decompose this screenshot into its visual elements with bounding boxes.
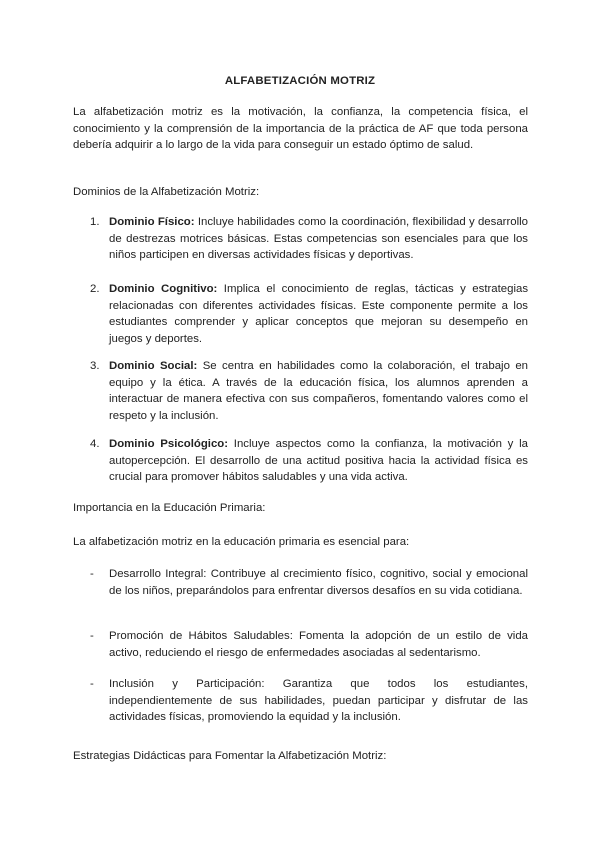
list-item-label: Dominio Cognitivo:	[109, 283, 218, 295]
intro-paragraph: La alfabetización motriz es la motivación, la confianza, la competencia física, el conocimiento y la comprensión de la importancia de la práctica de AF que toda persona debería adquirir a lo largo de la vida para conseguir un estado óptimo de salud.	[73, 106, 528, 151]
bullet-text: Inclusión y Participación: Garantiza que todos los estudiantes, independientemente de sus habilidades, puedan participar y disfrutar de las actividades físicas, promoviendo la equidad y la inclusión.	[109, 678, 528, 723]
list-item-label: Dominio Social:	[109, 360, 198, 372]
bullet-dash: -	[90, 630, 94, 642]
list-item-text: Implica el conocimiento de reglas, tácticas y estrategias relacionadas con diferentes actividades físicas. Este componente permite a los estudiantes comprender y aplicar conceptos que mejoran su desempeño en juegos y deportes.	[109, 283, 529, 345]
list-item-label: Dominio Físico:	[109, 216, 195, 228]
list-number: 1.	[90, 216, 100, 228]
bullet-text: Desarrollo Integral: Contribuye al crecimiento físico, cognitivo, social y emocional de los niños, preparándolos para enfrentar diversos desafíos en su vida cotidiana.	[109, 568, 528, 597]
section-heading-estrategias: Estrategias Didácticas para Fomentar la Alfabetización Motriz:	[73, 750, 387, 762]
list-item-dominio-psicologico	[90, 436, 528, 486]
list-number: 2.	[90, 283, 100, 295]
document-title: ALFABETIZACIÓN MOTRIZ	[224, 75, 376, 87]
bullet-dash: -	[90, 678, 94, 690]
list-item-dominio-social	[90, 358, 528, 424]
list-item-dominio-cognitivo	[90, 281, 528, 347]
list-number: 3.	[90, 360, 100, 372]
bullet-item-desarrollo-integral	[90, 566, 528, 599]
bullet-dash: -	[90, 568, 94, 580]
list-item-text: Se centra en habilidades como la colaboración, el trabajo en equipo y la ética. A través de la educación física, los alumnos aprenden a interactuar de manera efectiva con sus compañeros, fomentando valores como el respeto y la inclusión.	[109, 360, 528, 422]
bullet-item-inclusion	[90, 676, 528, 726]
list-item-dominio-fisico	[90, 214, 528, 264]
list-item-text: Incluye habilidades como la coordinación, flexibilidad y desarrollo de destrezas motrices básicas. Estas competencias son esenciales para que los niños participen en diversas actividades físicas y deportivas.	[109, 216, 528, 261]
list-item-label: Dominio Psicológico:	[109, 438, 229, 450]
bullet-text: Promoción de Hábitos Saludables: Fomenta la adopción de un estilo de vida activo, reduciendo el riesgo de enfermedades asociadas al sedentarismo.	[109, 630, 528, 659]
bullet-item-habitos-saludables	[90, 628, 528, 661]
section-heading-dominios: Dominios de la Alfabetización Motriz:	[73, 186, 260, 198]
list-number: 4.	[90, 438, 100, 450]
list-item-text: Incluye aspectos como la confianza, la motivación y la autopercepción. El desarrollo de una actitud positiva hacia la actividad física es crucial para promover hábitos saludables y una vida activa.	[109, 438, 528, 483]
section-heading-importancia: Importancia en la Educación Primaria:	[73, 502, 266, 514]
importancia-intro: La alfabetización motriz en la educación primaria es esencial para:	[73, 536, 410, 548]
